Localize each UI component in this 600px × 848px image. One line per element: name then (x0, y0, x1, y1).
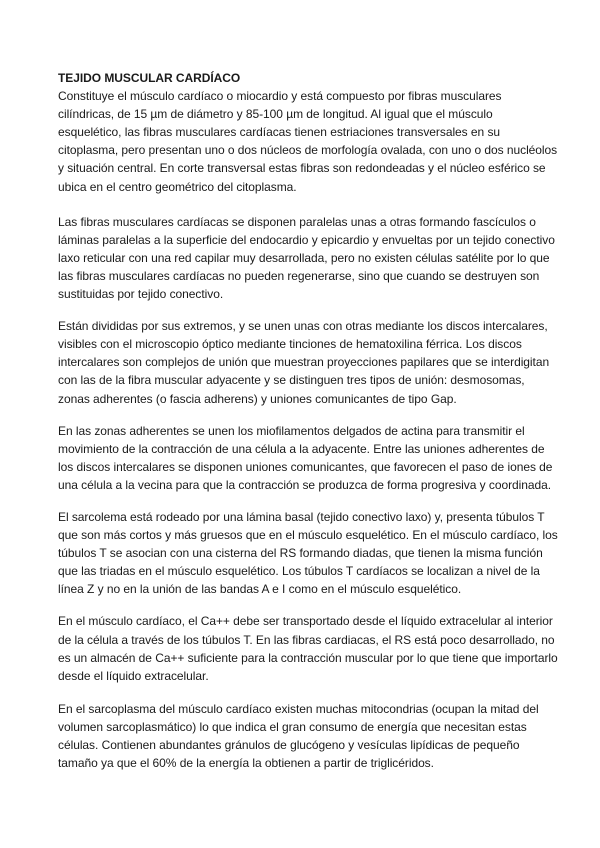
paragraph-intercalated-discs: Están divididas por sus extremos, y se unen unas con otras mediante los discos intercalares, visibles con el microscopio óptico mediante tinciones de hematoxilina férrica. Los discos intercalares son complejos de unión que muestran proyecciones papilares que se interdigitan con las de la fibra muscular adyacente y se distinguen tres tipos de unión: desmosomas, zonas adherentes (o fascia adherens) y uniones comunicantes de tipo Gap. (58, 319, 550, 406)
paragraph-intro: Constituye el músculo cardíaco o miocardio y está compuesto por fibras musculares cilíndricas, de 15 µm de diámetro y 85-100 µm de longitud. Al igual que el músculo esquelético, las fibras musculares cardíacas tienen estriaciones transversales en su citoplasma, pero presentan uno o dos núcleos de morfología ovalada, con uno o dos nucléolos y situación central. En corte transversal estas fibras son redondeadas y el núcleo esférico se ubica en el centro geométrico del citoplasma. (58, 89, 558, 194)
document-title: TEJIDO MUSCULAR CARDÍACO (58, 71, 241, 85)
paragraph-sarcolemma: El sarcolema está rodeado por una lámina basal (tejido conectivo laxo) y, presenta túbulos T que son más cortos y más gruesos que en el músculo esquelético. En el músculo cardíaco, los túbulos T se asocian con una cisterna del RS formando diadas, que tienen la misma función que las triadas en el músculo esquelético. Los túbulos T cardíacos se localizan a nivel de la línea Z y no en la unión de las bandas A e I como en el músculo esquelético. (58, 509, 558, 597)
document-page (58, 69, 558, 789)
paragraph-adherent-zones: En las zonas adherentes se unen los miofilamentos delgados de actina para transmitir el movimiento de la contracción de una célula a la adyacente. Entre las uniones adherentes de los discos intercalares se disponen uniones comunicantes, que favorecen el paso de iones de una célula a la vecina para que la contracción se produzca de forma progresiva y coordinada. (58, 423, 553, 492)
paragraph-calcium: En el músculo cardíaco, el Ca++ debe ser transportado desde el líquido extracelular al interior de la célula a través de los túbulos T. En las fibras cardiacas, el RS está poco desarrollado, no es un almacén de Ca++ suficiente para la contracción muscular por lo que tiene que importarlo desde el líquido extracelular. (58, 614, 558, 683)
paragraph-fiber-arrangement: Las fibras musculares cardíacas se disponen paralelas unas a otras formando fascículos o láminas paralelas a la superficie del endocardio y epicardio y envueltas por un tejido conectivo laxo reticular con una red capilar muy desarrollada, pero no existen células satélite por lo que las fibras musculares cardíacas no pueden regenerarse, sino que cuando se destruyen son sustituidas por tejido conectivo. (58, 214, 555, 302)
paragraph-sarcoplasm: En el sarcoplasma del músculo cardíaco existen muchas mitocondrias (ocupan la mitad del volumen sarcoplasmático) lo que indica el gran consumo de energía que necesitan estas células. Contienen abundantes gránulos de glucógeno y vesículas lipídicas de pequeño tamaño ya que el 60% de la energía la obtienen a partir de triglicéridos. (58, 701, 539, 771)
